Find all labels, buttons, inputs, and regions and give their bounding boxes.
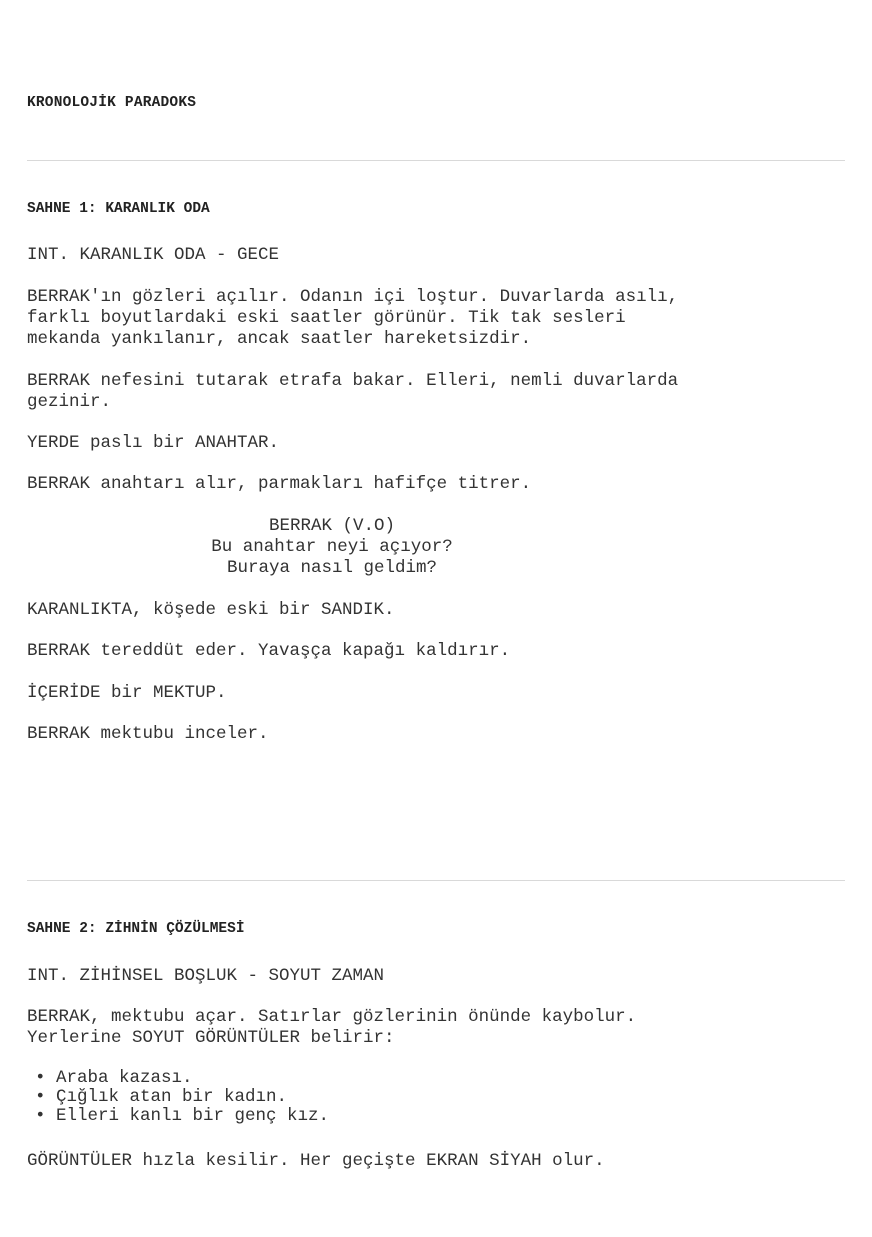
scene-2-paragraph: BERRAK, mektubu açar. Satırlar gözlerinin önünde kaybolur. Yerlerine SOYUT GÖRÜNTÜLER belirir: bbox=[27, 1007, 637, 1048]
scene-1-paragraph: BERRAK tereddüt eder. Yavaşça kapağı kaldırır. bbox=[27, 641, 511, 661]
scene-1-paragraph: BERRAK anahtarı alır, parmakları hafifçe titrer. bbox=[27, 474, 532, 494]
dialogue-character: BERRAK (V.O) bbox=[268, 516, 396, 536]
image-list bbox=[27, 1069, 329, 1126]
bullet-icon: • bbox=[35, 1068, 46, 1088]
scene-1-paragraph: YERDE paslı bir ANAHTAR. bbox=[27, 433, 280, 453]
list-item: • Çığlık atan bir kadın. bbox=[35, 1087, 288, 1107]
scene-1-heading: SAHNE 1: KARANLIK ODA bbox=[27, 201, 210, 217]
document-title: KRONOLOJİK PARADOKS bbox=[27, 95, 197, 111]
scene-2-slugline: INT. ZİHİNSEL BOŞLUK - SOYUT ZAMAN bbox=[27, 966, 385, 986]
list-item: • Araba kazası. bbox=[35, 1068, 193, 1088]
scene-1-slugline: INT. KARANLIK ODA - GECE bbox=[27, 245, 280, 265]
scene-1-paragraph: İÇERİDE bir MEKTUP. bbox=[27, 683, 227, 703]
bullet-icon: • bbox=[35, 1106, 46, 1126]
dialogue-line: Bu anahtar neyi açıyor? bbox=[211, 537, 453, 557]
divider bbox=[27, 880, 845, 881]
scene-2-heading: SAHNE 2: ZİHNİN ÇÖZÜLMESİ bbox=[27, 921, 245, 937]
scene-2-paragraph: GÖRÜNTÜLER hızla kesilir. Her geçişte EKRAN SİYAH olur. bbox=[27, 1151, 605, 1171]
bullet-icon: • bbox=[35, 1087, 46, 1107]
dialogue-line: Buraya nasıl geldim? bbox=[226, 558, 438, 578]
divider bbox=[27, 160, 845, 161]
scene-1-paragraph: BERRAK nefesini tutarak etrafa bakar. Elleri, nemli duvarlarda gezinir. bbox=[27, 371, 679, 412]
list-item: • Elleri kanlı bir genç kız. bbox=[35, 1106, 330, 1126]
scene-1-paragraph: BERRAK mektubu inceler. bbox=[27, 724, 269, 744]
scene-1-paragraph: BERRAK'ın gözleri açılır. Odanın içi loştur. Duvarlarda asılı, farklı boyutlardaki eski saatler görünür. Tik tak sesleri mekanda yankılanır, ancak saatler hareketsizdir. bbox=[27, 287, 679, 349]
scene-1-paragraph: KARANLIKTA, köşede eski bir SANDIK. bbox=[27, 600, 395, 620]
